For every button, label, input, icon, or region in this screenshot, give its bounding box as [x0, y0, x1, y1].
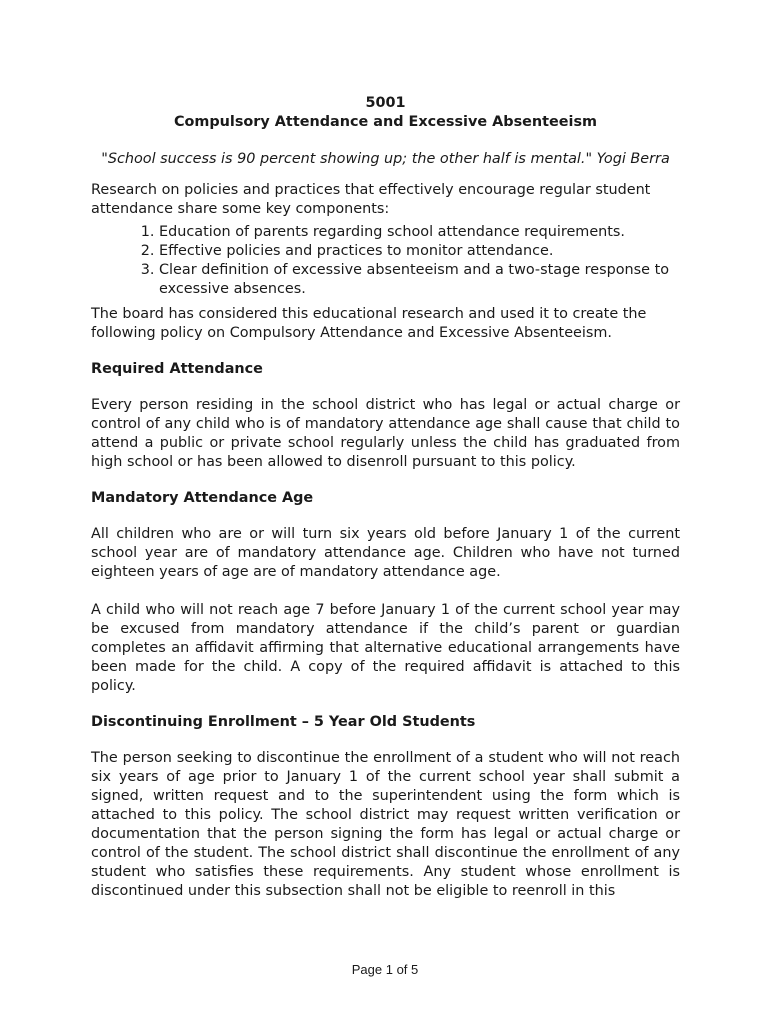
list-item: 3. Clear definition of excessive absenteeism and a two-stage response to excessive absences.	[159, 261, 680, 299]
board-statement: The board has considered this educational research and used it to create the following policy on Compulsory Attendance and Excessive Absenteeism.	[91, 306, 647, 341]
page-number-footer: Page 1 of 5	[351, 962, 419, 977]
section-paragraph: All children who are or will turn six years old before January 1 of the current school year are of mandatory attendance age. Children who have not turned eighteen years of age are of mandatory attendance age.	[91, 526, 680, 580]
section-heading-discontinuing-enrollment: Discontinuing Enrollment – 5 Year Old Students	[91, 714, 476, 730]
list-item: 2. Effective policies and practices to monitor attendance.	[159, 242, 680, 261]
section-heading-mandatory-attendance-age: Mandatory Attendance Age	[91, 490, 314, 506]
list-item: 1. Education of parents regarding school attendance requirements.	[159, 223, 680, 242]
document-body	[91, 94, 680, 901]
section-paragraph: A child who will not reach age 7 before January 1 of the current school year may be excused from mandatory attendance if the child’s parent or guardian completes an affidavit affirming that alternative educational arrangements have been made for the child. A copy of the required affidavit is attached to this policy.	[91, 602, 680, 694]
section-paragraph: The person seeking to discontinue the enrollment of a student who will not reach six years of age prior to January 1 of the current school year shall submit a signed, written request and to the superintendent using the form which is attached to this policy. The school district may request written verification or documentation that the person signing the form has legal or actual charge or control of the student. The school district shall discontinue the enrollment of any student who satisfies these requirements. Any student whose enrollment is discontinued under this subsection shall not be eligible to reenroll in this	[91, 750, 680, 899]
intro-paragraph: Research on policies and practices that effectively encourage regular student attendance share some key components:	[91, 182, 651, 217]
section-paragraph: Every person residing in the school district who has legal or actual charge or control of any child who is of mandatory attendance age shall cause that child to attend a public or private school regularly unless the child has graduated from high school or has been allowed to disenroll pursuant to this policy.	[91, 397, 680, 470]
policy-title: Compulsory Attendance and Excessive Absenteeism	[173, 114, 598, 130]
key-components-list	[91, 223, 680, 299]
section-heading-required-attendance: Required Attendance	[91, 361, 263, 377]
policy-number: 5001	[365, 95, 406, 111]
epigraph-quote: "School success is 90 percent showing up; the other half is mental." Yogi Berra	[101, 151, 670, 167]
